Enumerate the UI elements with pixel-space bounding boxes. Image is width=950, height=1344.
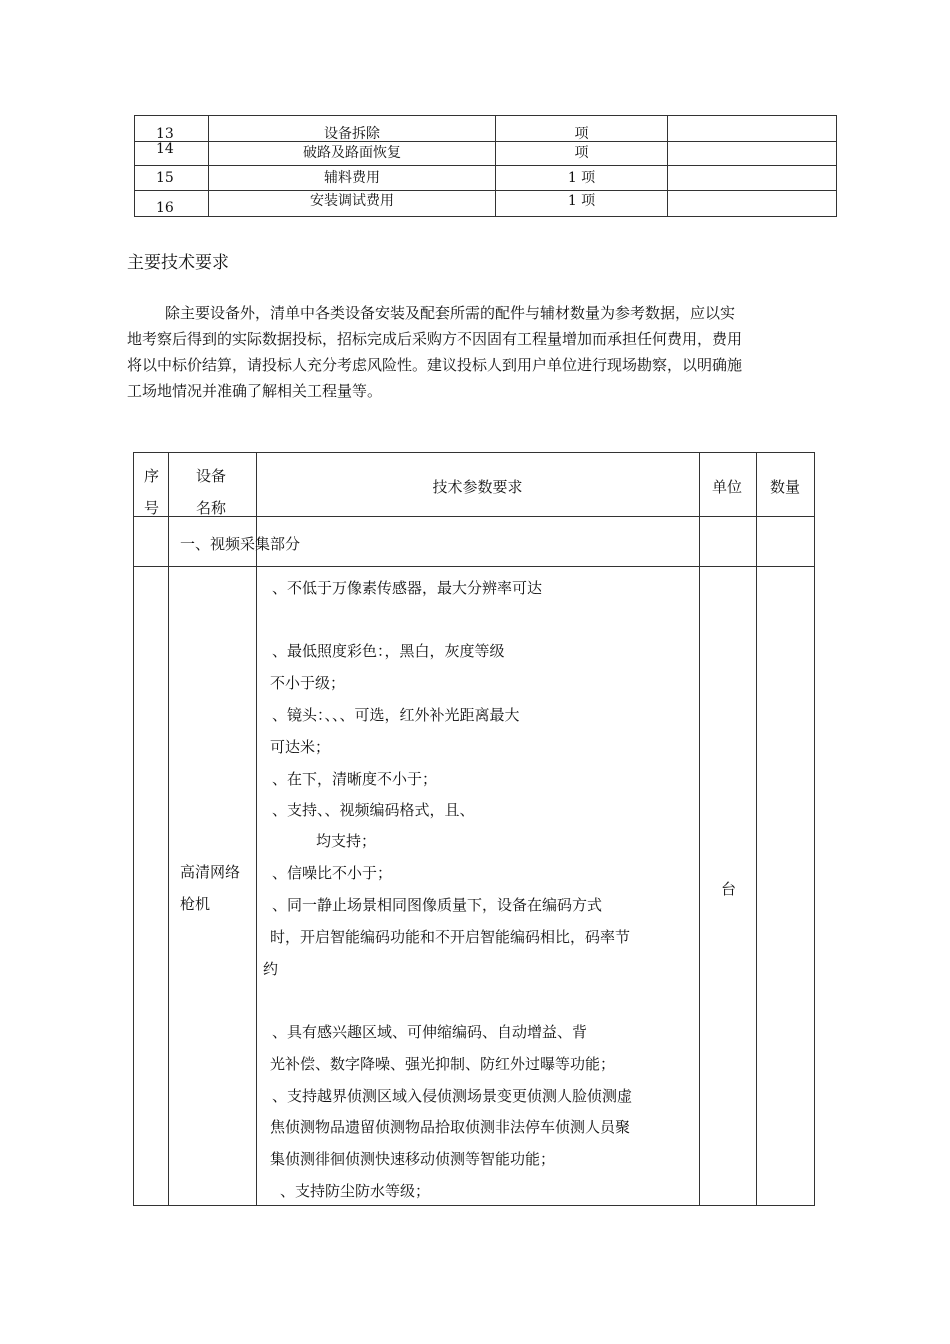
item-unit: 项 (496, 142, 668, 166)
param-line: 约 (263, 960, 279, 978)
table-row (135, 191, 837, 217)
paragraph-line: 工场地情况并准确了解相关工程量等。 (127, 382, 383, 400)
item-unit: 台 (721, 880, 737, 898)
paragraph-line: 地考察后得到的实际数据投标，招标完成后采购方不因固有工程量增加而承担任何费用，费用 (127, 330, 743, 348)
param-line: 集侦测徘徊侦测快速移动侦测等智能功能； (270, 1150, 556, 1168)
table-row (135, 116, 837, 142)
item-unit: 项 (496, 116, 668, 142)
paragraph-line: 将以中标价结算，请投标人充分考虑风险性。建议投标人到用户单位进行现场勘察，以明确施 (127, 356, 743, 374)
param-line: 、不低于万像素传感器，最大分辨率可达 (272, 579, 543, 597)
row-divider (134, 516, 814, 517)
item-extra (668, 191, 837, 217)
param-line: 、镜头：、、、可选，红外补光距离最大 (272, 706, 520, 724)
param-line: 、同一静止场景相同图像质量下，设备在编码方式 (272, 896, 603, 914)
item-unit: 1 项 (496, 191, 668, 217)
param-line: 、最低照度彩色：，黑白，灰度等级 (272, 642, 505, 660)
item-name: 安装调试费用 (209, 191, 496, 217)
section-heading: 主要技术要求 (127, 253, 229, 273)
header-params: 技术参数要求 (432, 478, 523, 496)
item-extra (668, 116, 837, 142)
top-items-table (134, 115, 837, 217)
param-line: 不小于级； (270, 674, 346, 692)
tech-spec-table (133, 452, 815, 1206)
row-divider (134, 566, 814, 567)
paragraph-line: 除主要设备外，清单中各类设备安装及配套所需的配件与辅材数量为参考数据，应以实 (165, 304, 736, 322)
param-line: 、支持越界侦测区域入侵侦测场景变更侦测人脸侦测虚 (272, 1087, 633, 1105)
header-qty: 数量 (770, 478, 801, 496)
row-number: 13 (135, 116, 209, 142)
item-name: 设备拆除 (209, 116, 496, 142)
param-line: 焦侦测物品遗留侦测物品拾取侦测非法停车侦测人员聚 (270, 1118, 631, 1136)
param-line: 时，开启智能编码功能和不开启智能编码相比，码率节 (270, 928, 631, 946)
param-line: 、信噪比不小于； (272, 864, 393, 882)
row-number: 14 (135, 142, 209, 166)
requirements-paragraph (127, 300, 827, 404)
param-line: 光补偿、数字降噪、强光抑制、防红外过曝等功能； (270, 1055, 616, 1073)
section-row-label: 一、视频采集部分 (180, 535, 301, 553)
table-row (135, 166, 837, 191)
param-line: 、支持、、视频编码格式，且、 (272, 801, 475, 819)
param-line: 、支持防尘防水等级； (280, 1182, 431, 1200)
header-device-line1: 设备 (196, 467, 227, 485)
item-name-line2: 枪机 (180, 895, 211, 913)
item-unit: 1 项 (496, 166, 668, 191)
item-name: 破路及路面恢复 (209, 142, 496, 166)
header-seq-line1: 序 (144, 467, 160, 485)
item-name-line1: 高清网络 (180, 863, 241, 881)
param-line: 可达米； (270, 738, 331, 756)
param-line: 、具有感兴趣区域、可伸缩编码、自动增益、背 (272, 1023, 588, 1041)
header-device-line2: 名称 (196, 499, 227, 517)
header-unit: 单位 (712, 478, 743, 496)
param-line: 、在下，清晰度不小于； (272, 770, 438, 788)
row-number: 15 (135, 166, 209, 191)
item-extra (668, 166, 837, 191)
item-name: 辅料费用 (209, 166, 496, 191)
param-line: 均支持； (316, 832, 377, 850)
row-number: 16 (135, 191, 209, 217)
item-extra (668, 142, 837, 166)
header-seq-line2: 号 (144, 499, 160, 517)
table-row (135, 142, 837, 166)
